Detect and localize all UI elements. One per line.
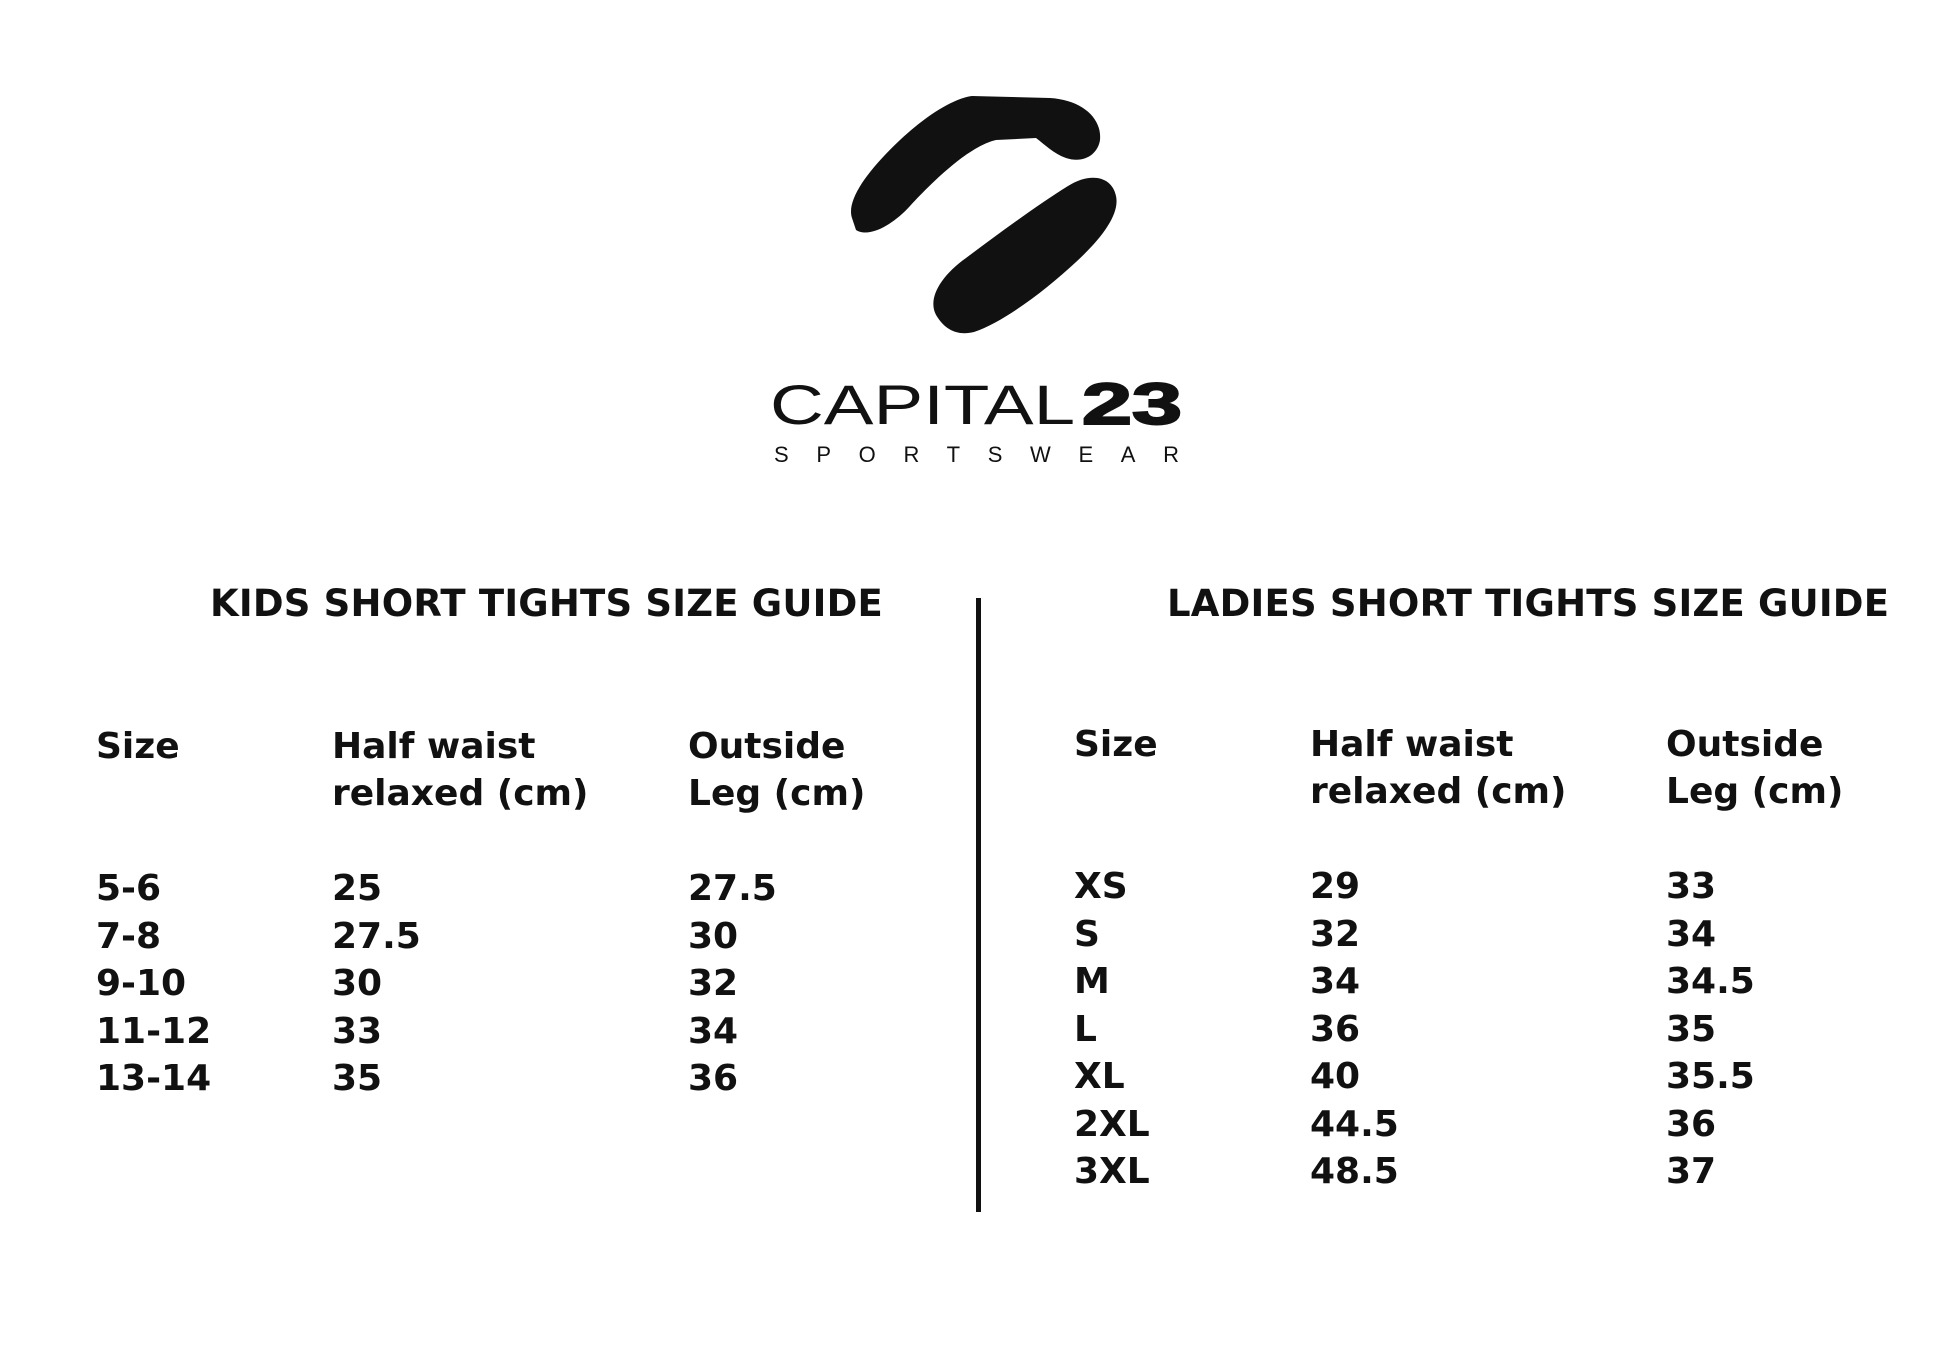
table-row <box>1074 1053 1906 1101</box>
kids-leg-cell: 34 <box>688 1010 739 1052</box>
ladies-waist-cell: 29 <box>1310 866 1361 907</box>
table-row <box>96 913 928 961</box>
table-row <box>1074 863 1906 911</box>
table-row <box>96 1055 928 1103</box>
kids-size-guide-title: KIDS SHORT TIGHTS SIZE GUIDE <box>210 582 883 625</box>
kids-size-cell: 7-8 <box>96 915 162 957</box>
section-divider <box>976 598 981 1212</box>
ladies-leg-cell: 35.5 <box>1666 1056 1755 1097</box>
kids-size-cell: 9-10 <box>96 963 187 1004</box>
capital23-wordmark <box>768 372 1188 472</box>
ladies-waist-cell: 34 <box>1310 961 1361 1002</box>
table-row <box>96 865 928 913</box>
table-row <box>1074 1006 1906 1054</box>
ladies-leg-cell: 35 <box>1666 1008 1717 1050</box>
table-row <box>1074 911 1906 959</box>
ladies-leg-cell: 37 <box>1666 1151 1717 1192</box>
kids-leg-cell: 32 <box>688 963 739 1004</box>
kids-size-cell: 13-14 <box>96 1058 212 1099</box>
ladies-leg-cell: 33 <box>1666 866 1717 907</box>
ladies-leg-cell: 34 <box>1666 913 1717 955</box>
ladies-waist-cell: 44.5 <box>1310 1103 1399 1145</box>
ladies-waist-cell: 32 <box>1310 913 1361 955</box>
ladies-header-outside-leg: Outside Leg (cm) <box>1666 724 1844 812</box>
kids-leg-cell: 30 <box>688 915 739 957</box>
ladies-header-row <box>1074 721 1906 863</box>
kids-waist-cell: 25 <box>332 868 383 909</box>
ladies-size-cell: L <box>1074 1008 1097 1050</box>
ladies-size-guide-title: LADIES SHORT TIGHTS SIZE GUIDE <box>1167 582 1890 625</box>
logo-lower-stroke <box>933 178 1116 334</box>
kids-header-size: Size <box>96 726 180 767</box>
table-row <box>1074 1148 1906 1196</box>
ladies-leg-cell: 36 <box>1666 1103 1717 1145</box>
ladies-waist-cell: 48.5 <box>1310 1151 1399 1192</box>
ladies-waist-cell: 40 <box>1310 1056 1361 1097</box>
kids-size-cell: 5-6 <box>96 868 162 909</box>
brand-name-number: 23 <box>1082 372 1182 437</box>
ladies-size-cell: 2XL <box>1074 1103 1150 1145</box>
table-row <box>96 960 928 1008</box>
ladies-size-cell: S <box>1074 913 1100 955</box>
kids-leg-cell: 36 <box>688 1058 739 1099</box>
table-row <box>96 1008 928 1056</box>
ladies-size-table <box>1074 721 1906 1196</box>
ladies-header-size: Size <box>1074 724 1158 765</box>
kids-header-half-waist: Half waist relaxed (cm) <box>332 726 589 814</box>
kids-waist-cell: 27.5 <box>332 915 421 957</box>
brand-name-main: CAPITAL <box>770 373 1075 436</box>
capital23-logo-mark <box>840 88 1120 358</box>
kids-header-outside-leg: Outside Leg (cm) <box>688 726 866 814</box>
table-row <box>1074 958 1906 1006</box>
brand-tagline: SPORTSWEAR <box>774 442 1179 467</box>
kids-header-row <box>96 723 928 865</box>
ladies-header-half-waist: Half waist relaxed (cm) <box>1310 724 1567 812</box>
kids-waist-cell: 35 <box>332 1058 383 1099</box>
ladies-waist-cell: 36 <box>1310 1008 1361 1050</box>
ladies-size-cell: XL <box>1074 1056 1125 1097</box>
ladies-size-cell: M <box>1074 961 1110 1002</box>
kids-size-table <box>96 723 928 1103</box>
ladies-leg-cell: 34.5 <box>1666 961 1755 1002</box>
kids-leg-cell: 27.5 <box>688 868 777 909</box>
ladies-size-cell: XS <box>1074 866 1128 907</box>
kids-waist-cell: 33 <box>332 1010 383 1052</box>
table-row <box>1074 1101 1906 1149</box>
kids-size-cell: 11-12 <box>96 1010 212 1052</box>
ladies-size-cell: 3XL <box>1074 1151 1150 1192</box>
kids-waist-cell: 30 <box>332 963 383 1004</box>
